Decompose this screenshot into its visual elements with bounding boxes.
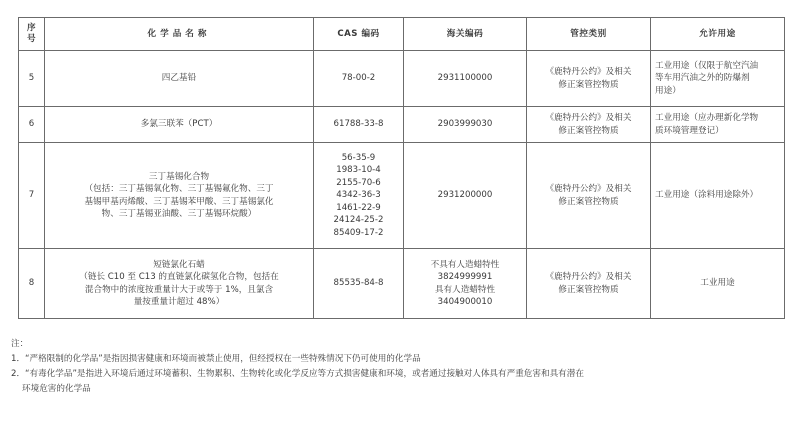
cell-control-category: [527, 107, 651, 143]
cell-cas-line: 61788-33-8: [333, 119, 384, 130]
cell-chemical-name-line: （链长 C10 至 C13 的直链氯化碳氢化合物，包括在: [79, 272, 279, 283]
cell-permitted-use: [651, 249, 785, 319]
cell-chemical-name-line: 多氯三联苯（PCT）: [140, 119, 218, 130]
header-seq: 序 号: [19, 18, 45, 51]
cell-cas-line: 85535-84-8: [333, 278, 384, 289]
cell-hs-code: [404, 249, 527, 319]
table-row: [19, 249, 785, 319]
header-control-category: 管控类别: [527, 18, 651, 51]
cell-control-category-line: 《鹿特丹公约》及相关: [545, 113, 632, 124]
cell-seq: 8: [19, 249, 45, 319]
chemical-table: [18, 17, 785, 319]
cell-cas-line: 78-00-2: [341, 73, 376, 84]
cell-permitted-use-line: 工业用途（涂料用途除外）: [655, 190, 759, 201]
cell-permitted-use-line: 工业用途（仅限于航空汽油: [655, 60, 759, 71]
cell-control-category: [527, 249, 651, 319]
cell-cas: [314, 249, 404, 319]
cell-chemical-name-line: 物、三丁基锡亚油酸、三丁基锡环烷酸）: [101, 208, 257, 219]
header-cas: CAS 编码: [314, 18, 404, 51]
cell-chemical-name: [45, 51, 314, 107]
cell-cas-line: 24124-25-2: [333, 215, 384, 226]
cell-hs-code-line: 2903999030: [437, 119, 493, 130]
table-header-row: [19, 18, 785, 51]
cell-hs-code-line: 具有人造蜡特性: [434, 284, 496, 295]
cell-control-category-line: 修正案管控物质: [558, 125, 619, 136]
table-body: [19, 51, 785, 319]
notes-list: [11, 352, 781, 397]
cell-chemical-name: [45, 249, 314, 319]
cell-control-category-line: 修正案管控物质: [558, 79, 619, 90]
cell-seq: 7: [19, 143, 45, 249]
cell-permitted-use-line: 等车用汽油之外的防爆剂: [655, 73, 750, 84]
cell-control-category-line: 《鹿特丹公约》及相关: [545, 272, 632, 283]
table-row: [19, 143, 785, 249]
cell-control-category: [527, 143, 651, 249]
cell-chemical-name: [45, 107, 314, 143]
cell-chemical-name: [45, 143, 314, 249]
cell-chemical-name-line: 三丁基锡化合物: [148, 171, 210, 182]
cell-control-category-line: 《鹿特丹公约》及相关: [545, 67, 632, 78]
table-row: [19, 51, 785, 107]
cell-chemical-name-line: 混合物中的浓度按重量计大于或等于 1%，且氯含: [84, 284, 274, 295]
note-item-line: 1．“严格限制的化学品”是指因损害健康和环境而被禁止使用，但经授权在一些特殊情况下仍可使用的化学品: [11, 354, 421, 364]
note-item-line: 2．“有毒化学品”是指进入环境后通过环境蓄积、生物累积、生物转化或化学反应等方式损害健康和环境，或者通过接触对人体具有严重危害和具有潜在: [11, 369, 584, 379]
cell-hs-code: [404, 107, 527, 143]
cell-permitted-use-line: 质环境管理登记）: [655, 125, 724, 136]
cell-permitted-use-line: 工业用途: [700, 278, 735, 289]
header-hs-code: 海关编码: [404, 18, 527, 51]
cell-hs-code: [404, 51, 527, 107]
cell-cas-line: 1983-10-4: [336, 165, 381, 176]
cell-permitted-use: [651, 51, 785, 107]
cell-cas-line: 56-35-9: [341, 153, 376, 164]
cell-hs-code-line: 2931200000: [437, 190, 493, 201]
cell-chemical-name-line: （包括：三丁基锡氧化物、三丁基锡氟化物、三丁: [84, 184, 274, 195]
notes-label: 注：: [11, 339, 29, 349]
cell-control-category-line: 《鹿特丹公约》及相关: [545, 184, 632, 195]
cell-permitted-use: [651, 143, 785, 249]
header-permitted-use: 允许用途: [651, 18, 785, 51]
cell-cas: [314, 51, 404, 107]
cell-cas: [314, 107, 404, 143]
cell-cas-line: 2155-70-6: [336, 177, 381, 188]
cell-seq: 5: [19, 51, 45, 107]
cell-cas: [314, 143, 404, 249]
cell-permitted-use-line: 工业用途（应办理新化学物: [655, 113, 759, 124]
cell-hs-code-line: 不具有人造蜡特性: [430, 259, 500, 270]
cell-seq: 6: [19, 107, 45, 143]
cell-cas-line: 1461-22-9: [336, 202, 381, 213]
notes-section: [11, 337, 781, 397]
header-chemical-name: 化学品名称: [45, 18, 314, 51]
cell-chemical-name-line: 四乙基铅: [161, 73, 197, 84]
cell-chemical-name-line: 短链氯化石蜡: [153, 259, 205, 270]
cell-hs-code-line: 3404900010: [437, 296, 493, 307]
cell-control-category-line: 修正案管控物质: [558, 284, 619, 295]
cell-cas-line: 4342-36-3: [336, 190, 381, 201]
cell-control-category-line: 修正案管控物质: [558, 196, 619, 207]
cell-chemical-name-line: 量按重量计超过 48%）: [133, 296, 225, 307]
cell-chemical-name-line: 基锡甲基丙烯酸、三丁基锡苯甲酸、三丁基锡氯化: [84, 196, 274, 207]
table-row: [19, 107, 785, 143]
cell-hs-code-line: 2931100000: [437, 73, 493, 84]
cell-control-category: [527, 51, 651, 107]
cell-hs-code: [404, 143, 527, 249]
note-item-line: 环境危害的化学品: [22, 384, 91, 394]
cell-cas-line: 85409-17-2: [333, 227, 384, 238]
cell-hs-code-line: 3824999991: [437, 272, 493, 283]
cell-permitted-use: [651, 107, 785, 143]
cell-permitted-use-line: 用途）: [655, 85, 681, 96]
